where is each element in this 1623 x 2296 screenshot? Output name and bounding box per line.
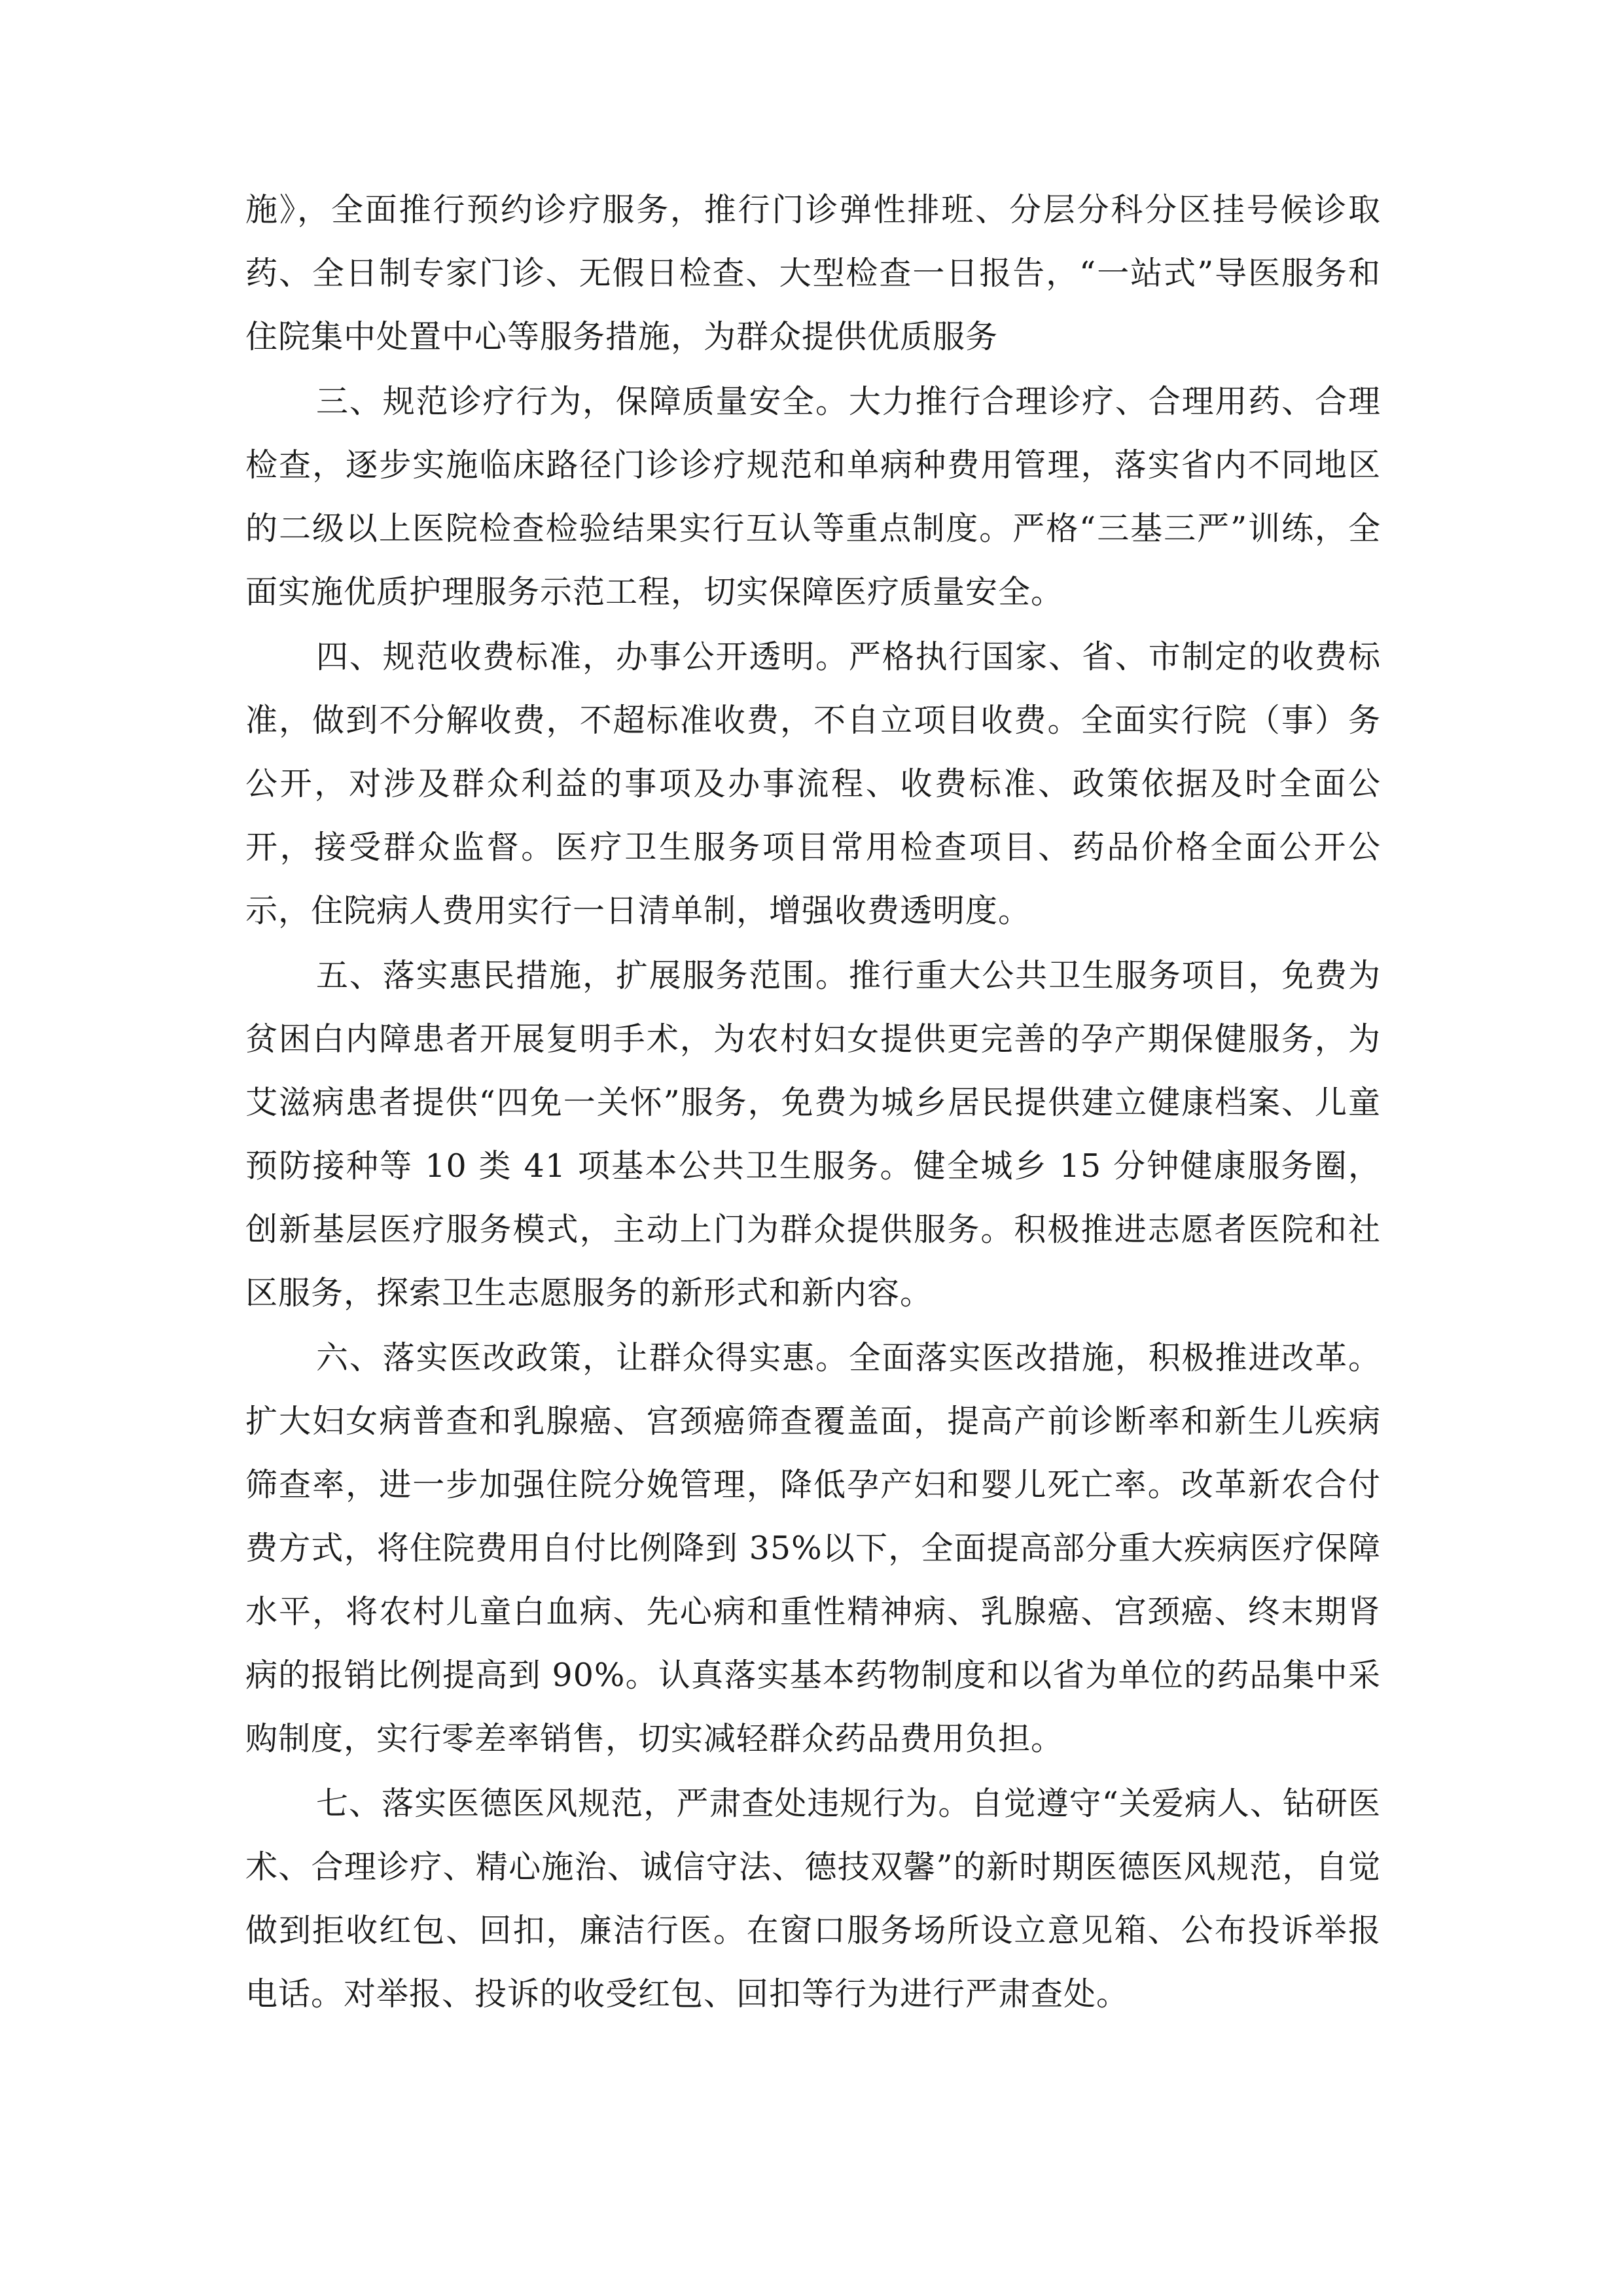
paragraph-section-5: 五、落实惠民措施，扩展服务范围。推行重大公共卫生服务项目，免费为贫困白内障患者开展复明手术，为农村妇女提供更完善的孕产期保健服务，为艾滋病患者提供“四免一关怀”服务，免费为城乡居民提供建立健康档案、儿童预防接种等 10 类 41 项基本公共卫生服务。健全城乡 15 分钟健康服务圈，创新基层医疗服务模式，主动上门为群众提供服务。积极推进志愿者医院和社区服务，探索卫生志愿服务的新形式和新内容。 <box>245 957 1381 1312</box>
paragraph-section-7: 七、落实医德医风规范，严肃查处违规行为。自觉遵守“关爱病人、钻研医术、合理诊疗、精心施治、诚信守法、德技双馨”的新时期医德医风规范，自觉做到拒收红包、回扣，廉洁行医。在窗口服务场所设立意见箱、公布投诉举报电话。对举报、投诉的收受红包、回扣等行为进行严肃查处。 <box>245 1785 1381 2013</box>
paragraph-section-4: 四、规范收费标准，办事公开透明。严格执行国家、省、市制定的收费标准，做到不分解收费，不超标准收费，不自立项目收费。全面实行院（事）务公开，对涉及群众利益的事项及办事流程、收费标准、政策依据及时全面公开，接受群众监督。医疗卫生服务项目常用检查项目、药品价格全面公开公示，住院病人费用实行一日清单制，增强收费透明度。 <box>245 638 1381 929</box>
document-body <box>245 178 1381 2027</box>
paragraph-continuation: 施》，全面推行预约诊疗服务，推行门诊弹性排班、分层分科分区挂号候诊取药、全日制专家门诊、无假日检查、大型检查一日报告，“一站式”导医服务和住院集中处置中心等服务措施，为群众提供优质服务 <box>245 191 1381 355</box>
paragraph-section-6: 六、落实医改政策，让群众得实惠。全面落实医改措施，积极推进改革。扩大妇女病普查和乳腺癌、宫颈癌筛查覆盖面，提高产前诊断率和新生儿疾病筛查率，进一步加强住院分娩管理，降低孕产妇和婴儿死亡率。改革新农合付费方式，将住院费用自付比例降到 35%以下，全面提高部分重大疾病医疗保障水平，将农村儿童白血病、先心病和重性精神病、乳腺癌、宫颈癌、终末期肾病的报销比例提高到 90%。认真落实基本药物制度和以省为单位的药品集中采购制度，实行零差率销售，切实减轻群众药品费用负担。 <box>245 1339 1381 1757</box>
paragraph-section-3: 三、规范诊疗行为，保障质量安全。大力推行合理诊疗、合理用药、合理检查，逐步实施临床路径门诊诊疗规范和单病种费用管理，落实省内不同地区的二级以上医院检查检验结果实行互认等重点制度。严格“三基三严”训练，全面实施优质护理服务示范工程，切实保障医疗质量安全。 <box>245 383 1381 611</box>
